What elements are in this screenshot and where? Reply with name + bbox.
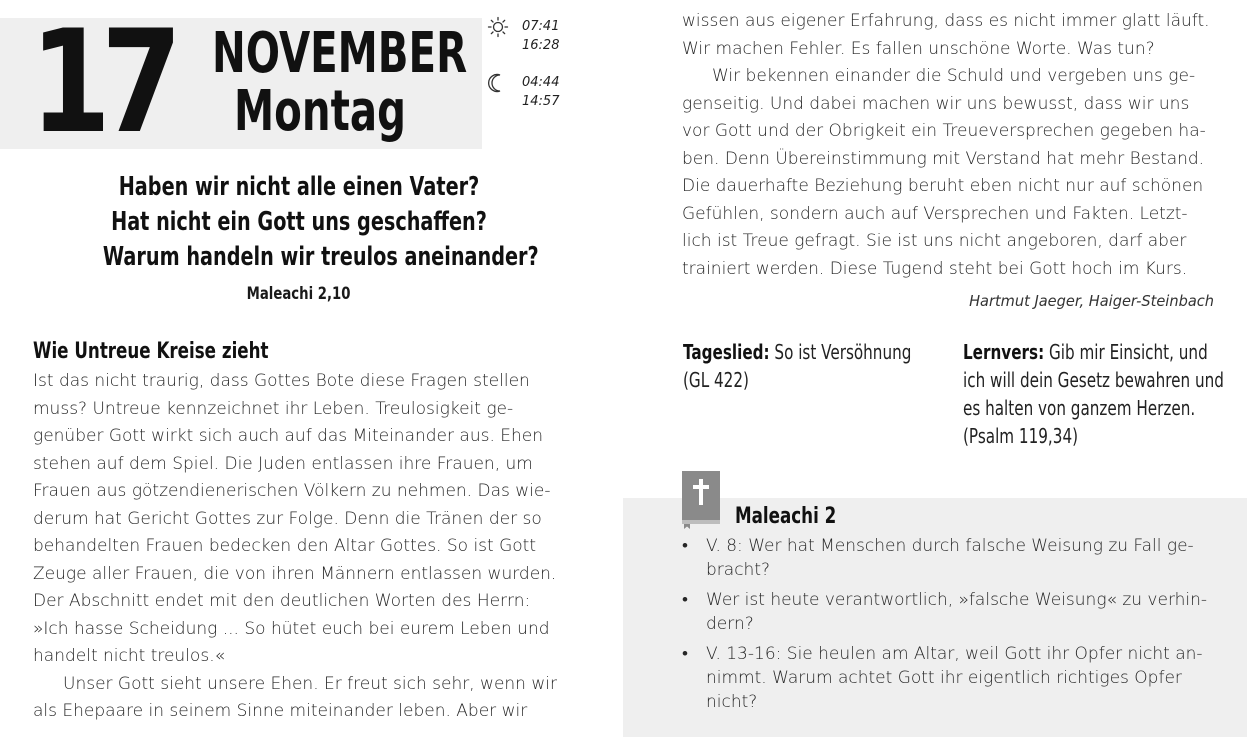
learn-text-line: Gib mir Einsicht, und xyxy=(1048,340,1208,364)
verse-line: Warum handeln wir treulos aneinander? xyxy=(102,242,539,272)
sunset-time: 16:28 xyxy=(522,38,560,53)
sunrise-time: 07:41 xyxy=(522,19,560,34)
body-line: genüber Gott wirkt sich auch auf das Miteinander aus. Ehen xyxy=(33,426,544,446)
bullet-icon: • xyxy=(682,644,688,664)
body-line: wissen aus eigener Erfahrung, dass es nicht immer glatt läuft. xyxy=(682,11,1210,31)
body-line: ben. Denn Übereinstimmung mit Verstand hat mehr Bestand. xyxy=(682,148,1205,169)
learn-label: Lernvers: xyxy=(963,340,1045,364)
article-body-right xyxy=(682,8,1214,283)
body-line: lich ist Treue gefragt. Sie ist uns nicht angeboren, darf aber xyxy=(682,231,1187,251)
body-line: Frauen aus götzendienerischen Völkern zu nehmen. Das wie- xyxy=(33,481,551,501)
body-line: Die dauerhafte Beziehung beruht eben nicht nur auf schönen xyxy=(682,176,1204,196)
weekday-name: Montag xyxy=(234,79,406,144)
body-line: Der Abschnitt endet mit den deutlichen Worten des Herrn: xyxy=(33,591,531,611)
body-line: Gefühlen, sondern auch auf Versprechen und Fakten. Letzt- xyxy=(682,203,1188,224)
body-line: stehen auf dem Spiel. Die Juden entlassen ihre Frauen, um xyxy=(33,453,533,474)
body-line: Unser Gott sieht unsere Ehen. Er freut sich sehr, wenn wir xyxy=(63,673,557,694)
article-heading: Wie Untreue Kreise zieht xyxy=(33,339,269,364)
body-line: derum hat Gericht Gottes zur Folge. Denn die Tränen der so xyxy=(33,508,542,529)
bible-cross-icon xyxy=(682,471,722,529)
learn-reference: (Psalm 119,34) xyxy=(963,424,1079,448)
article-body-left xyxy=(33,368,564,726)
learn-text-line: es halten von ganzem Herzen. xyxy=(963,396,1196,420)
moonset-time: 14:57 xyxy=(522,94,560,109)
body-line: vor Gott und der Obrigkeit ein Treueversprechen gegeben ha- xyxy=(682,121,1206,141)
article-author: Hartmut Jaeger, Haiger-Steinbach xyxy=(969,292,1214,310)
daily-verse xyxy=(34,170,564,275)
body-line: Zeuge aller Frauen, die von ihren Männern entlassen wurden. xyxy=(33,563,557,584)
bullet-icon: • xyxy=(682,536,688,556)
moon-icon xyxy=(487,72,509,94)
moonrise-time: 04:44 xyxy=(522,75,560,90)
body-line: behandelten Frauen bedecken den Altar Gottes. So ist Gott xyxy=(33,536,537,556)
body-line: »Ich hasse Scheidung ... So hütet euch bei eurem Leben und xyxy=(33,618,550,639)
body-line: Ist das nicht traurig, dass Gottes Bote diese Fragen stellen xyxy=(33,371,530,391)
body-line: als Ehepaare in seinem Sinne miteinander leben. Aber wir xyxy=(33,701,528,721)
body-line: muss? Untreue kennzeichnet ihr Leben. Treulosigkeit ge- xyxy=(33,398,514,419)
verse-line: Hat nicht ein Gott uns geschaffen? xyxy=(111,207,487,237)
question-list xyxy=(682,534,1214,720)
learn-text-line: ich will dein Gesetz bewahren und xyxy=(963,368,1224,392)
verse-reference: Maleachi 2,10 xyxy=(247,284,351,304)
song-title: So ist Versöhnung xyxy=(774,340,912,364)
memory-verse xyxy=(963,338,1224,450)
sun-icon xyxy=(487,16,509,38)
body-line: handelt nicht treulos.« xyxy=(33,646,225,666)
daily-song xyxy=(683,338,919,394)
song-label: Tageslied: xyxy=(683,340,770,364)
body-line: Wir machen Fehler. Es fallen unschöne Worte. Was tun? xyxy=(682,38,1155,59)
list-item: • V. 13-16: Sie heulen am Altar, weil Gott ihr Opfer nicht an- nimmt. Warum achtet Gott ihr eigentlich richtiges Opfer nicht? xyxy=(682,644,1203,712)
body-line: genseitig. Und dabei machen wir uns bewusst, dass wir uns xyxy=(682,93,1190,114)
bible-reading-title: Maleachi 2 xyxy=(735,504,837,529)
month-name: NOVEMBER xyxy=(212,21,468,86)
body-line: trainiert werden. Diese Tugend steht bei Gott hoch im Kurs. xyxy=(682,258,1188,279)
day-number: 17 xyxy=(30,0,173,165)
body-line: Wir bekennen einander die Schuld und vergeben uns ge- xyxy=(712,66,1196,86)
list-item: • Wer ist heute verantwortlich, »falsche Weisung« zu verhin- dern? xyxy=(682,590,1208,634)
song-reference: (GL 422) xyxy=(683,368,749,392)
bullet-icon: • xyxy=(682,590,688,610)
verse-line: Haben wir nicht alle einen Vater? xyxy=(118,172,480,202)
list-item: • V. 8: Wer hat Menschen durch falsche Weisung zu Fall ge- bracht? xyxy=(682,536,1194,580)
